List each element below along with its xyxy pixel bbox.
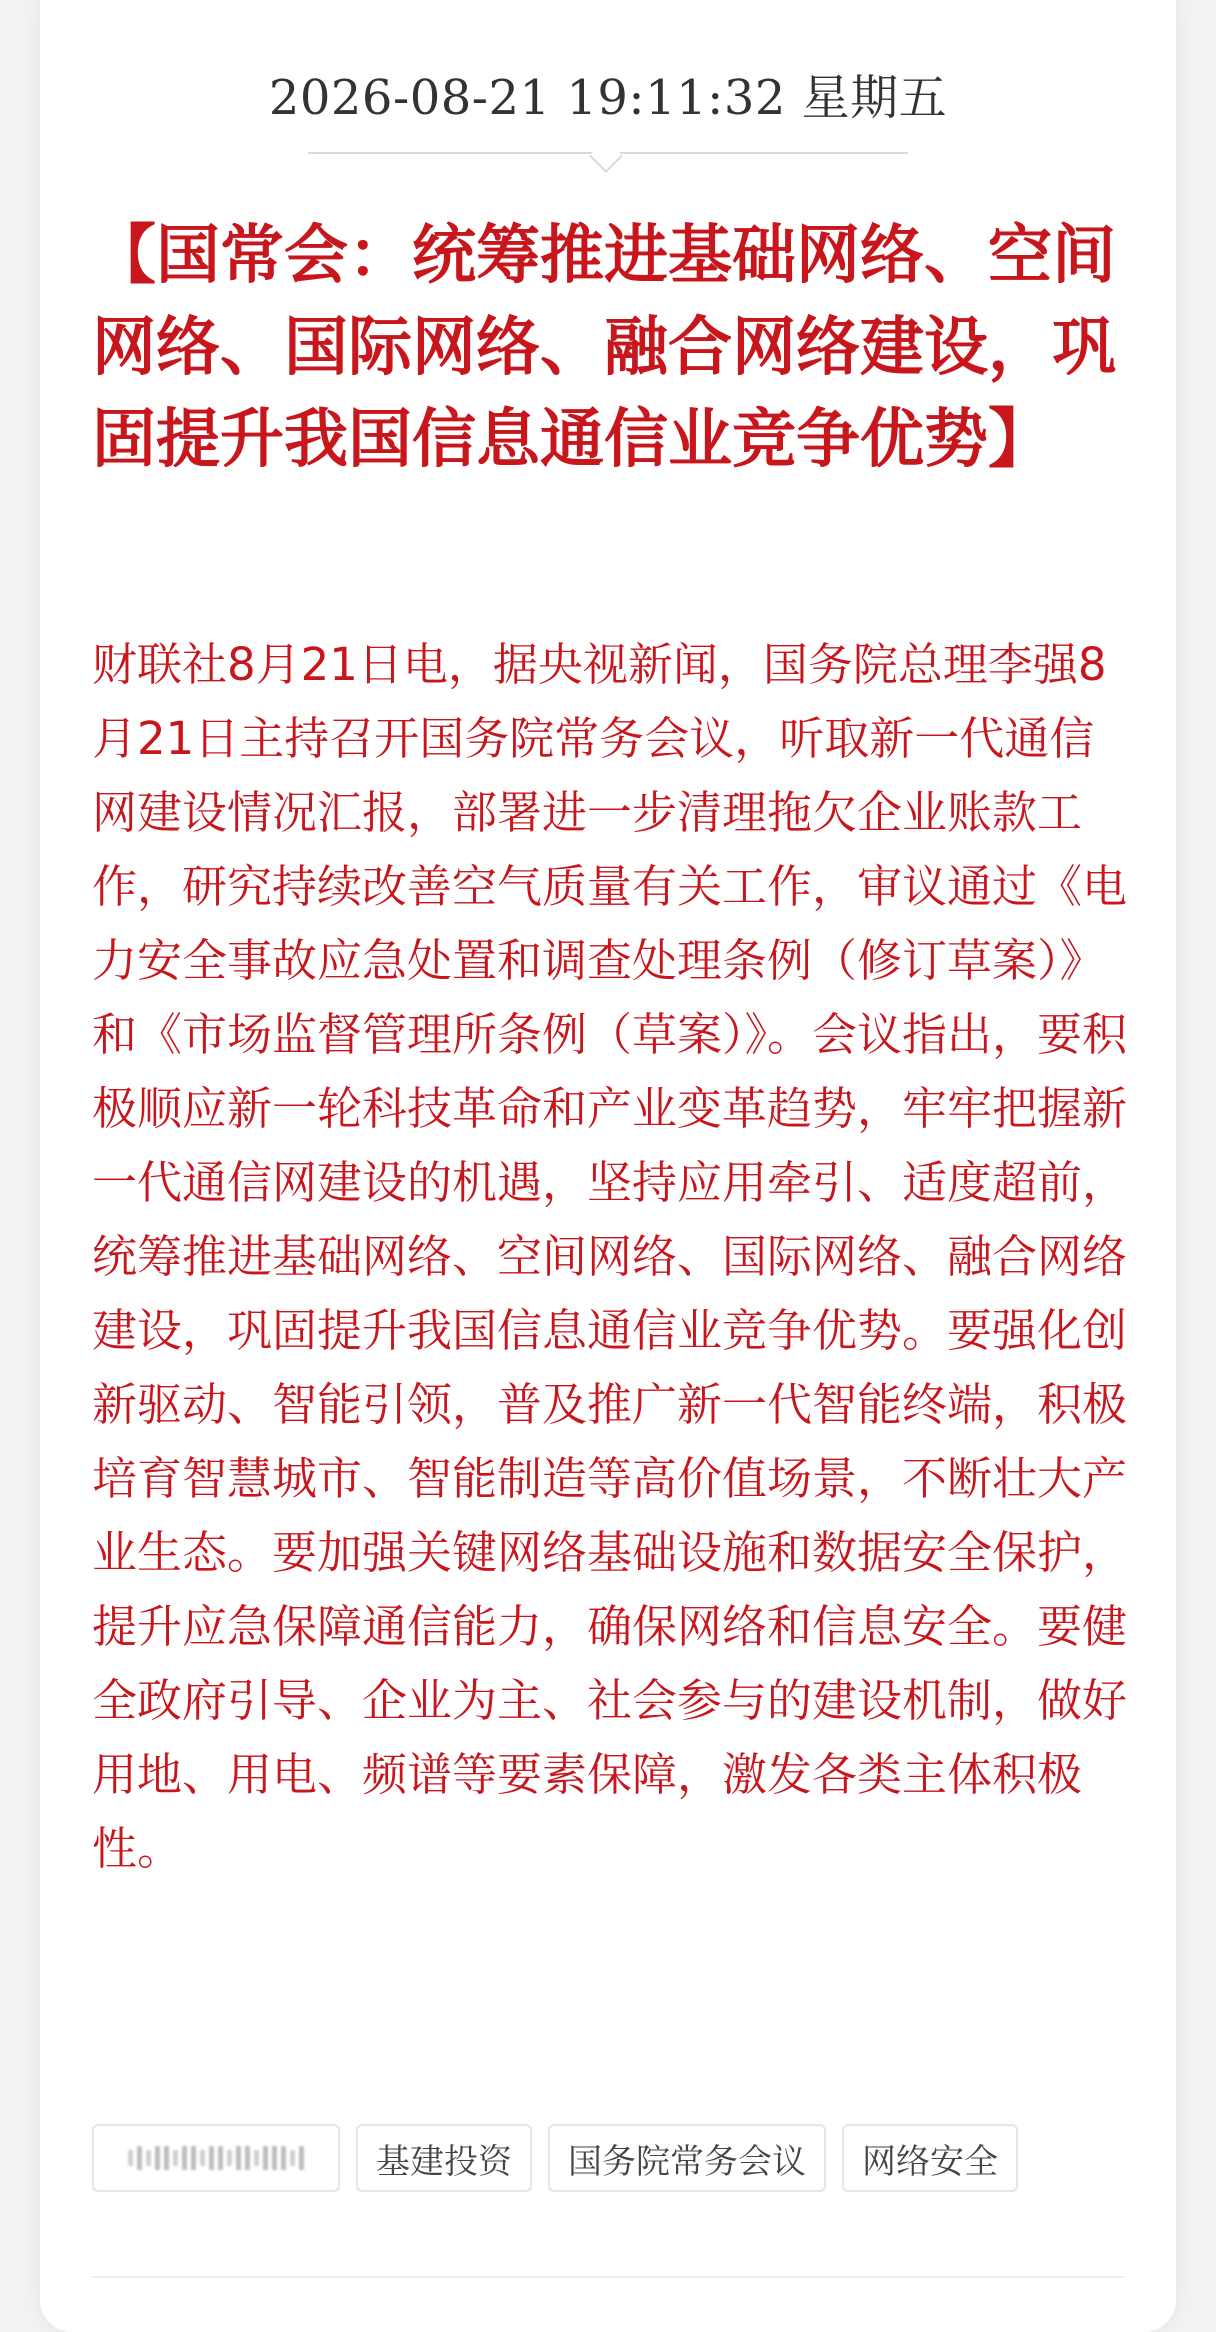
tag-network-security[interactable]: 网络安全 [842, 2124, 1018, 2192]
publish-datetime: 2026-08-21 19:11:32 星期五 [268, 70, 948, 126]
tag-state-council-meeting[interactable]: 国务院常务会议 [548, 2124, 826, 2192]
tag-infrastructure-investment[interactable]: 基建投资 [356, 2124, 532, 2192]
article-body: 财联社8月21日电，据央视新闻，国务院总理李强8月21日主持召开国务院常务会议，听取新一代通信网建设情况汇报，部署进一步清理拖欠企业账款工作，研究持续改善空气质量有关工作，审议通过《电力安全事故应急处置和调查处理条例（修订草案）》和《市场监督管理所条例（草案）》。会议指出，要积极顺应新一轮科技革命和产业变革趋势，牢牢把握新一代通信网建设的机遇，坚持应用牵引、适度超前，统筹推进基础网络、空间网络、国际网络、融合网络建设，巩固提升我国信息通信业竞争优势。要强化创新驱动、智能引领，普及推广新一代智能终端，积极培育智慧城市、智能制造等高价值场景，不断壮大产业生态。要加强关键网络基础设施和数据安全保护，提升应急保障通信能力，确保网络和信息安全。要健全政府引导、企业为主、社会参与的建设机制，做好用地、用电、频谱等要素保障，激发各类主体积极性。 [92, 638, 1128, 1875]
tag-list [92, 2124, 1018, 2196]
tag-blurred[interactable] [92, 2124, 340, 2192]
divider-notch [589, 139, 623, 173]
article-headline: 【国常会：统筹推进基础网络、空间网络、国际网络、融合网络建设，巩固提升我国信息通信业竞争优势】 [92, 219, 1116, 477]
bottom-divider [92, 2276, 1124, 2278]
blurred-text [128, 2146, 304, 2170]
article-card [40, 0, 1176, 2332]
